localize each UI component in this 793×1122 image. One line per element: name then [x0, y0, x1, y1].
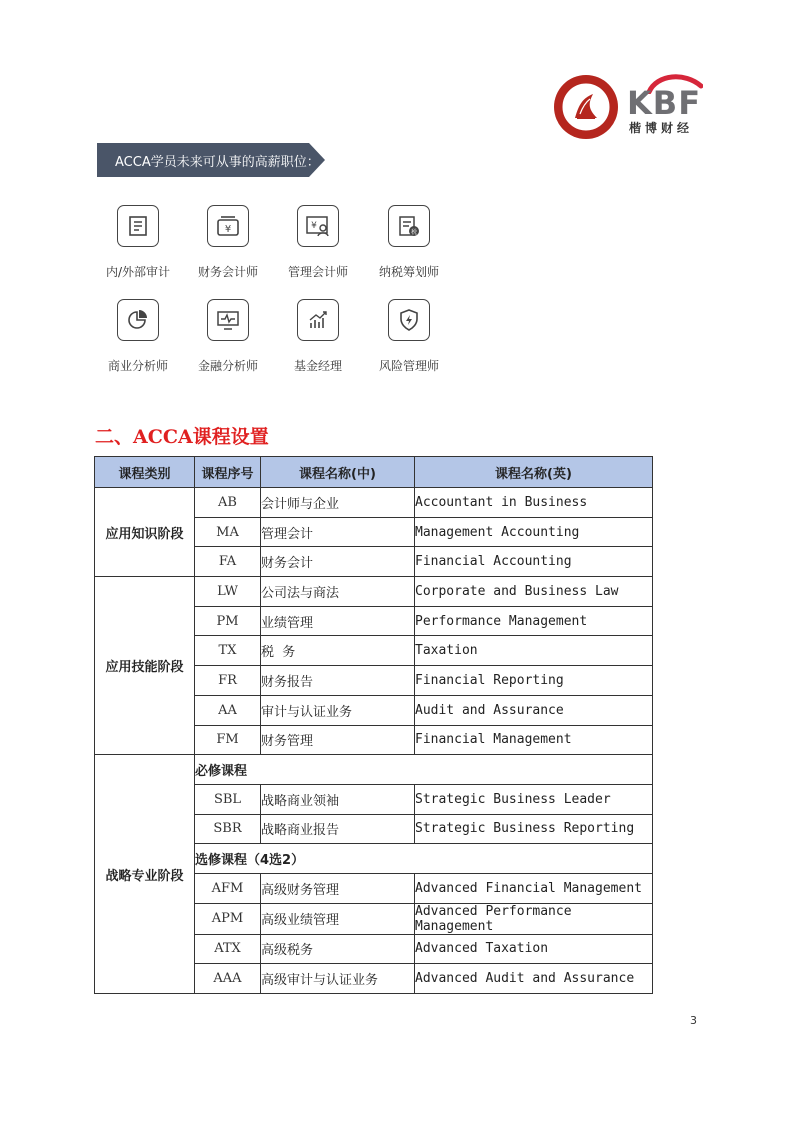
course-name-zh: 审计与认证业务: [261, 695, 415, 725]
course-name-en: Corporate and Business Law: [415, 577, 653, 607]
course-name-en: Audit and Assurance: [415, 695, 653, 725]
course-code: MA: [195, 517, 261, 547]
course-name-en: Financial Accounting: [415, 547, 653, 577]
pie-chart-icon: [117, 299, 159, 341]
course-code: LW: [195, 577, 261, 607]
yen-person-icon: [297, 205, 339, 247]
course-code: AA: [195, 695, 261, 725]
category-cell: 应用知识阶段: [95, 488, 195, 577]
course-name-zh: 会计师与企业: [261, 488, 415, 518]
career-label: 金融分析师: [197, 359, 258, 373]
column-header: 课程名称(中): [261, 457, 415, 488]
course-code: FM: [195, 725, 261, 755]
course-code: AB: [195, 488, 261, 518]
course-code: FA: [195, 547, 261, 577]
course-name-en: Financial Reporting: [415, 666, 653, 696]
checklist-icon: [117, 205, 159, 247]
course-code: SBR: [195, 814, 261, 844]
course-name-en: Strategic Business Reporting: [415, 814, 653, 844]
career-label: 商业分析师: [107, 359, 168, 373]
course-name-zh: 高级业绩管理: [261, 903, 415, 934]
course-name-zh: 高级财务管理: [261, 873, 415, 903]
svg-text:税: 税: [410, 229, 418, 236]
course-name-en: Advanced Financial Management: [415, 873, 653, 903]
career-label: 纳税筹划师: [378, 265, 439, 279]
course-name-en: Advanced Taxation: [415, 934, 653, 964]
svg-text:¥: ¥: [224, 224, 232, 235]
tax-document-icon: [388, 205, 430, 247]
brand-subtitle: 楷博财经: [629, 121, 694, 135]
career-internal-audit: [93, 205, 183, 280]
course-name-en: Performance Management: [415, 606, 653, 636]
page-number: 3: [690, 1014, 697, 1027]
svg-text:¥: ¥: [311, 221, 317, 231]
career-label: 财务会计师: [197, 265, 258, 279]
category-cell: 战略专业阶段: [95, 755, 195, 994]
course-name-en: Advanced Performance Management: [415, 903, 653, 934]
career-financial-analyst: [183, 299, 273, 374]
course-table: [94, 456, 653, 994]
career-label: 管理会计师: [287, 265, 348, 279]
category-cell: 应用技能阶段: [95, 577, 195, 755]
course-code: TX: [195, 636, 261, 666]
course-code: APM: [195, 903, 261, 934]
course-name-zh: 财务报告: [261, 666, 415, 696]
career-management-accountant: [273, 205, 363, 280]
course-name-zh: 财务会计: [261, 547, 415, 577]
course-name-zh: 业绩管理: [261, 606, 415, 636]
course-name-zh: 高级税务: [261, 934, 415, 964]
column-header: 课程名称(英): [415, 457, 653, 488]
course-name-zh: 管理会计: [261, 517, 415, 547]
course-code: AAA: [195, 964, 261, 994]
course-name-en: Financial Management: [415, 725, 653, 755]
course-code: AFM: [195, 873, 261, 903]
career-business-analyst: [93, 299, 183, 374]
banner-text: ACCA学员未来可从事的高薪职位：: [115, 155, 320, 170]
career-financial-accountant: [183, 205, 273, 280]
table-row: [95, 488, 653, 518]
course-name-en: Strategic Business Leader: [415, 784, 653, 814]
course-name-zh: 战略商业领袖: [261, 784, 415, 814]
course-name-zh: 高级审计与认证业务: [261, 964, 415, 994]
career-risk-manager: [364, 299, 454, 374]
course-code: FR: [195, 666, 261, 696]
column-header: 课程类别: [95, 457, 195, 488]
course-code: SBL: [195, 784, 261, 814]
course-name-en: Taxation: [415, 636, 653, 666]
career-fund-manager: [273, 299, 363, 374]
course-name-zh: 战略商业报告: [261, 814, 415, 844]
course-name-en: Management Accounting: [415, 517, 653, 547]
brand-name: KBF: [627, 84, 702, 122]
kbf-brand-logo: [627, 72, 703, 134]
table-row: [95, 755, 653, 785]
monitor-pulse-icon: [207, 299, 249, 341]
table-row: [95, 577, 653, 607]
course-code: PM: [195, 606, 261, 636]
growth-chart-icon: [297, 299, 339, 341]
career-label: 基金经理: [293, 359, 342, 373]
course-name-en: Advanced Audit and Assurance: [415, 964, 653, 994]
section-title: 二、ACCA课程设置: [95, 426, 269, 448]
course-name-en: Accountant in Business: [415, 488, 653, 518]
required-courses-label: 必修课程: [195, 755, 653, 785]
course-code: ATX: [195, 934, 261, 964]
course-name-zh: 税 务: [261, 636, 415, 666]
column-header: 课程序号: [195, 457, 261, 488]
career-tax-planner: [364, 205, 454, 280]
yen-card-icon: [207, 205, 249, 247]
table-header-row: [95, 457, 653, 488]
course-name-zh: 财务管理: [261, 725, 415, 755]
elective-courses-label: 选修课程（4选2）: [195, 844, 653, 874]
shield-bolt-icon: [388, 299, 430, 341]
career-label: 风险管理师: [378, 359, 439, 373]
course-name-zh: 公司法与商法: [261, 577, 415, 607]
university-seal-logo: [553, 74, 619, 140]
career-label: 内/外部审计: [105, 265, 171, 279]
